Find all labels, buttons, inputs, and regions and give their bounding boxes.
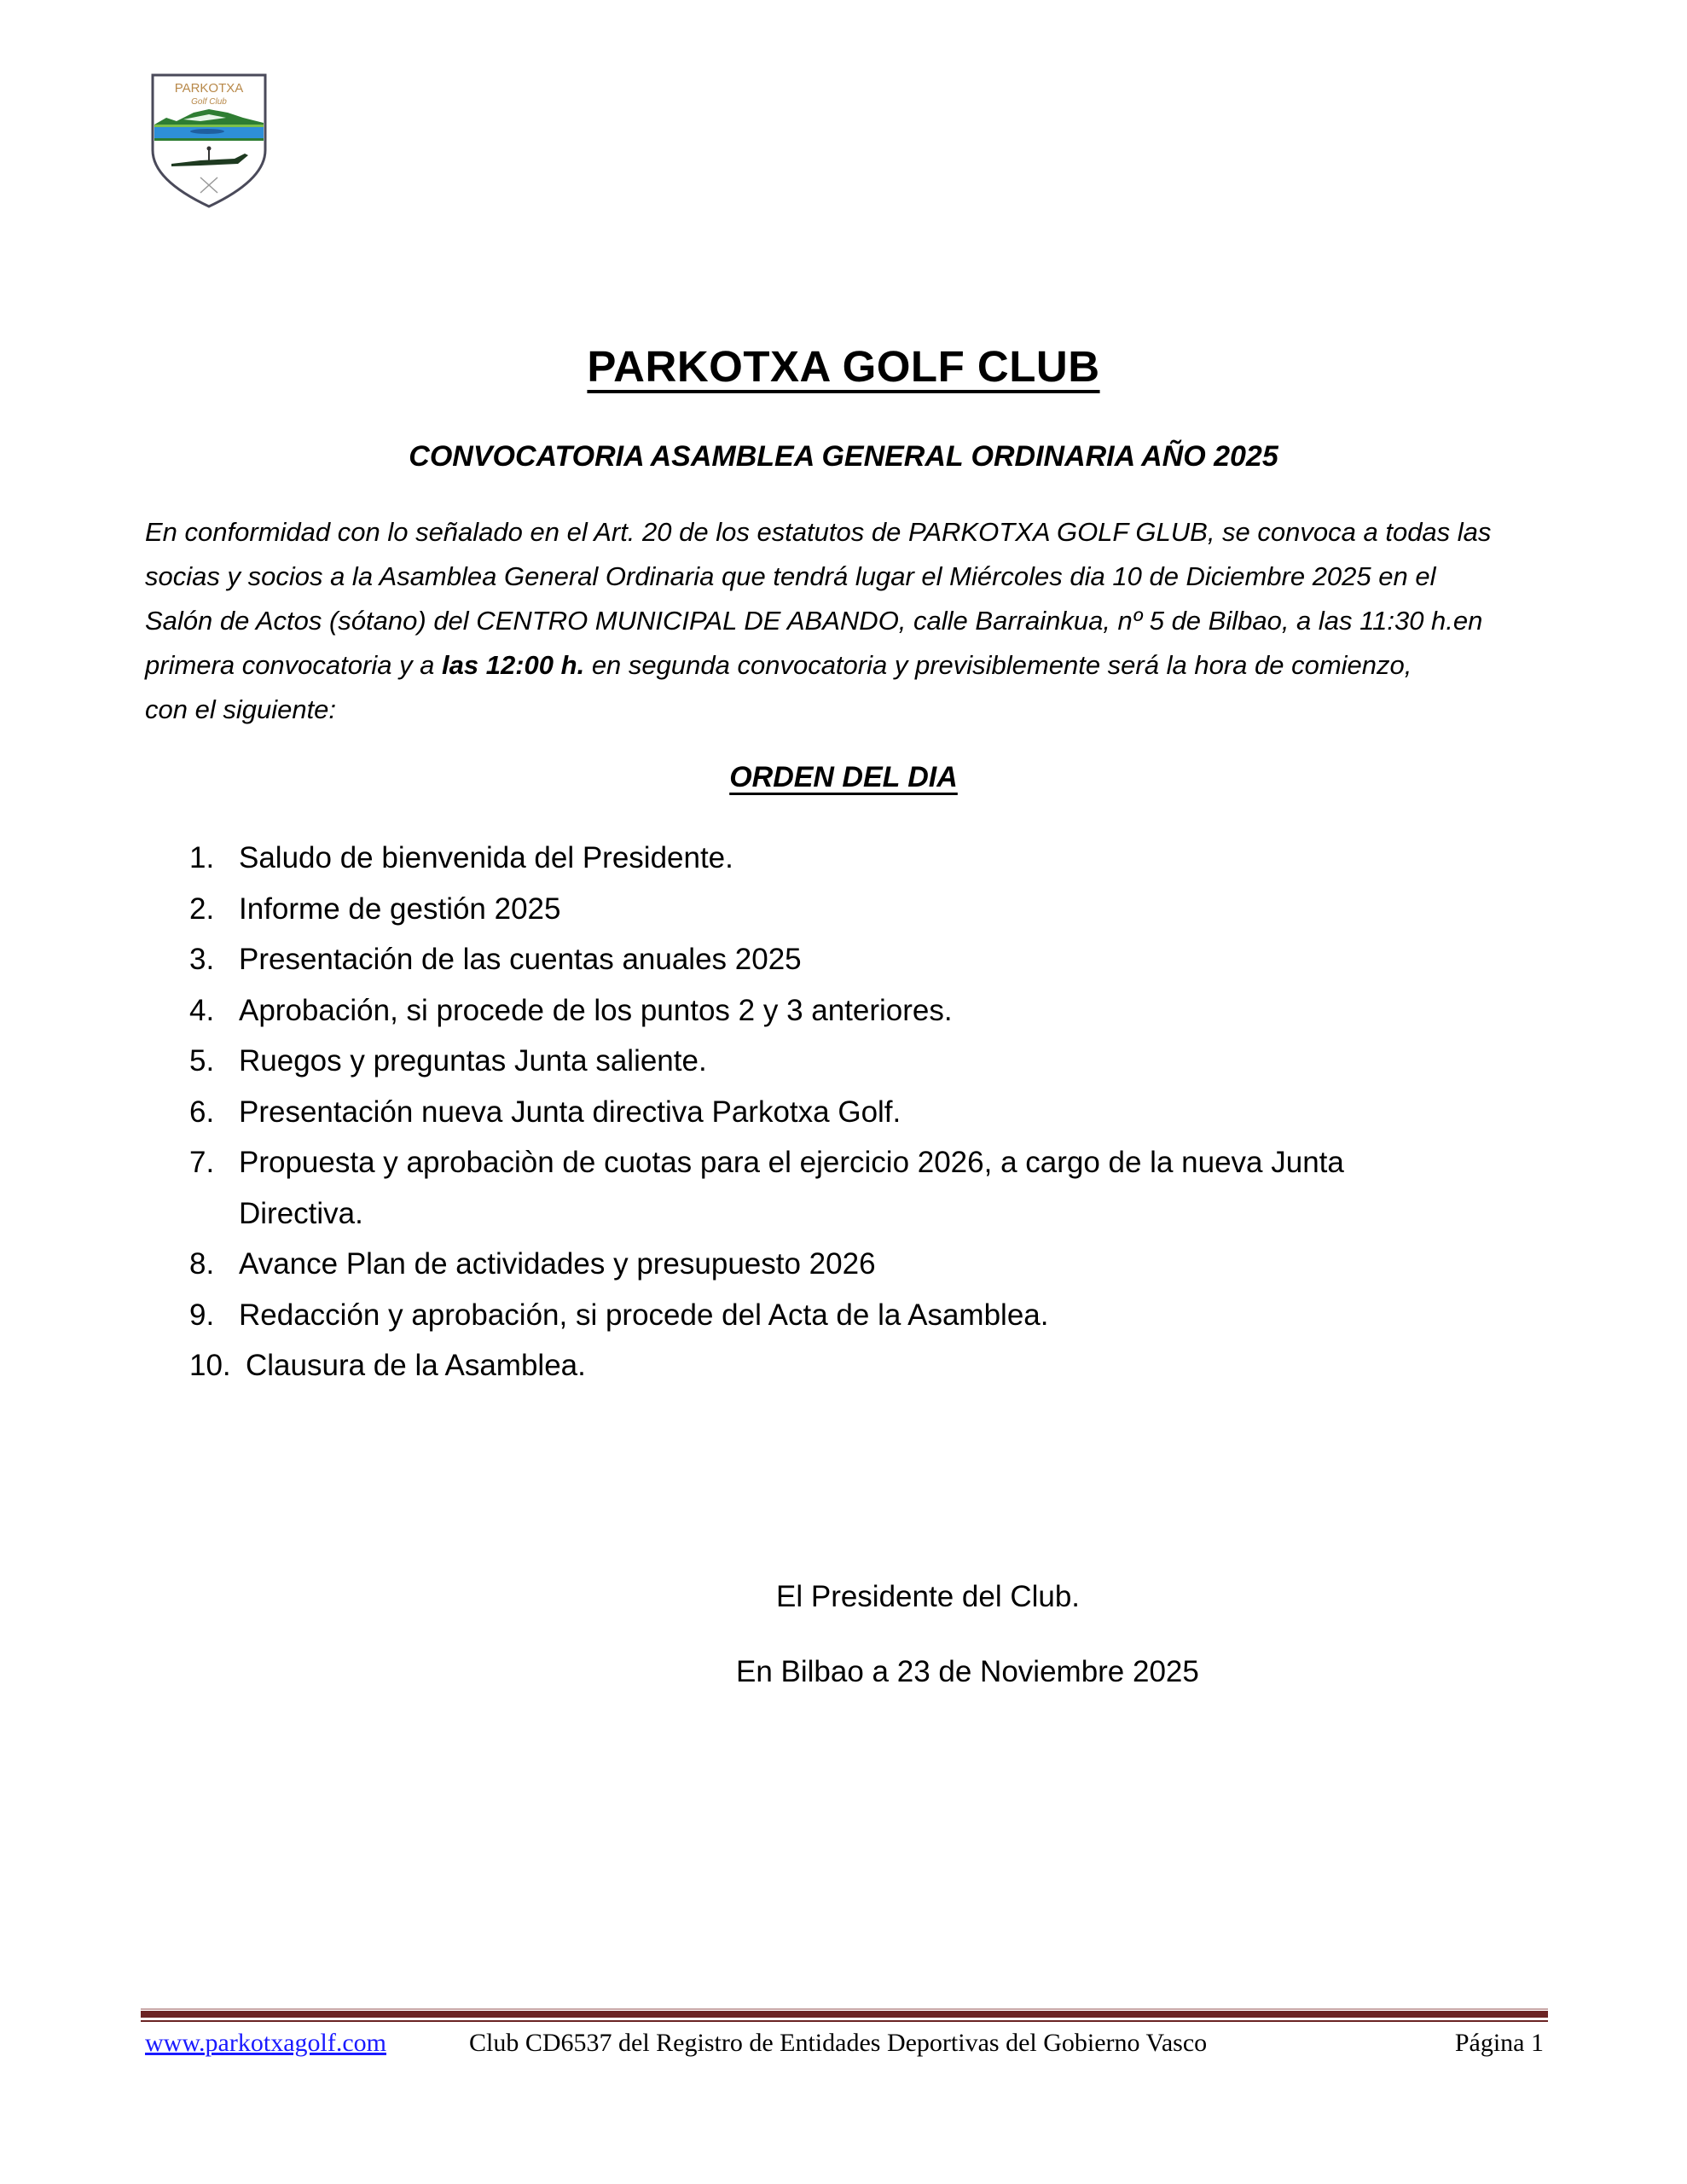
intro-paragraph	[145, 510, 1544, 732]
intro-line: socias y socios a la Asamblea General Ordinaria que tendrá lugar el Miércoles dia 10 de Diciembre 2025 en el	[145, 561, 1436, 591]
agenda-item-number: 4.	[189, 993, 215, 1027]
document-title	[0, 341, 1687, 392]
agenda-item	[189, 1036, 1554, 1087]
signature-date: En Bilbao a 23 de Noviembre 2025	[736, 1655, 1199, 1688]
agenda-item-text: Informe de gestión 2025	[239, 892, 561, 926]
logo-name: PARKOTXA	[174, 81, 244, 96]
intro-line: con el siguiente:	[145, 694, 337, 724]
intro-line: Salón de Actos (sótano) del CENTRO MUNICIPAL DE ABANDO, calle Barrainkua, nº 5 de Bilbao, a las 11:30 h.en	[145, 606, 1483, 636]
agenda-item-text-continued: Directiva.	[239, 1196, 363, 1230]
agenda-item-number: 6.	[189, 1095, 215, 1129]
page-number: Página 1	[1454, 2029, 1544, 2057]
club-logo	[149, 72, 269, 210]
intro-text: en segunda convocatoria y previsiblemente será la hora de comienzo,	[584, 650, 1412, 680]
agenda-item	[189, 1087, 1554, 1138]
agenda-item-number: 10.	[189, 1349, 231, 1382]
agenda-item	[189, 1340, 1554, 1391]
agenda-item-text: Presentación nueva Junta directiva Parkotxa Golf.	[239, 1095, 901, 1129]
agenda-item-number: 8.	[189, 1247, 215, 1281]
agenda-heading-text: ORDEN DEL DIA	[729, 761, 958, 793]
agenda-item-number: 7.	[189, 1146, 215, 1179]
agenda-item	[189, 985, 1554, 1037]
agenda-item-number: 2.	[189, 892, 215, 926]
agenda-item	[189, 1239, 1554, 1290]
agenda-item	[189, 1290, 1554, 1341]
agenda-item-text: Saludo de bienvenida del Presidente.	[239, 841, 733, 874]
agenda-item-text: Aprobación, si procede de los puntos 2 y 3 anteriores.	[239, 993, 953, 1027]
intro-line	[145, 643, 1544, 688]
agenda-heading	[0, 761, 1687, 794]
registry-text: Club CD6537 del Registro de Entidades Deportivas del Gobierno Vasco	[469, 2029, 1208, 2057]
agenda-item	[189, 1137, 1554, 1239]
club-crest-icon	[149, 72, 269, 210]
agenda-list	[189, 833, 1554, 1391]
agenda-item	[189, 833, 1554, 884]
signature-title: El Presidente del Club.	[776, 1580, 1081, 1613]
agenda-item-number: 3.	[189, 943, 215, 976]
agenda-item-number: 1.	[189, 841, 215, 874]
intro-text: primera convocatoria y a	[145, 650, 443, 680]
footer-divider	[141, 2008, 1548, 2022]
intro-line: En conformidad con lo señalado en el Art. 20 de los estatutos de PARKOTXA GOLF GLUB, se convoca a todas las	[145, 517, 1492, 547]
agenda-item-number: 9.	[189, 1298, 215, 1332]
agenda-item-text: Clausura de la Asamblea.	[246, 1349, 586, 1382]
agenda-item-text: Redacción y aprobación, si procede del Acta de la Asamblea.	[239, 1298, 1049, 1332]
agenda-item	[189, 884, 1554, 935]
website-link[interactable]: www.parkotxagolf.com	[145, 2029, 386, 2057]
agenda-item-text: Propuesta y aprobaciòn de cuotas para el ejercicio 2026, a cargo de la nueva Junta	[239, 1146, 1344, 1179]
document-subtitle: CONVOCATORIA ASAMBLEA GENERAL ORDINARIA AÑO 2025	[409, 440, 1278, 473]
document-title-text: PARKOTXA GOLF CLUB	[587, 342, 1100, 391]
agenda-item-text: Presentación de las cuentas anuales 2025	[239, 943, 802, 976]
agenda-item	[189, 934, 1554, 985]
agenda-item-text: Avance Plan de actividades y presupuesto 2026	[239, 1247, 876, 1281]
logo-subname: Golf Club	[191, 97, 227, 107]
agenda-item-text: Ruegos y preguntas Junta saliente.	[239, 1044, 707, 1077]
second-call-time: las 12:00 h.	[442, 650, 585, 680]
agenda-item-number: 5.	[189, 1044, 215, 1077]
